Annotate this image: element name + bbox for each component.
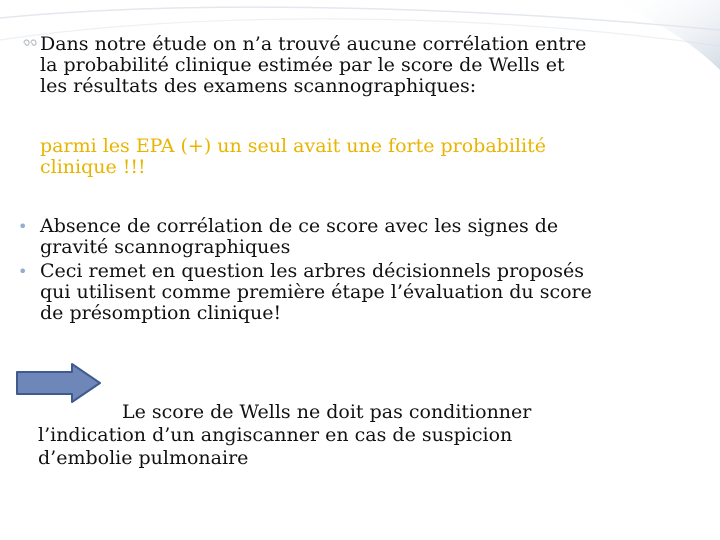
conclusion-line-3: d’embolie pulmonaire	[38, 447, 249, 469]
bullet-dot-icon: •	[18, 217, 28, 236]
highlight-line-1: parmi les EPA (+) un seul avait une forte probabilité	[40, 135, 546, 157]
bullet-2-line-2: qui utilisent comme première étape l’évaluation du score	[40, 281, 592, 303]
bullet-1-line-2: gravité scannographiques	[40, 236, 291, 258]
bullet-2-line-1: Ceci remet en question les arbres décisionnels proposés	[40, 260, 584, 282]
highlight-line-2: clinique !!!	[40, 156, 146, 178]
conclusion-line-1: Le score de Wells ne doit pas conditionner	[122, 401, 532, 423]
swirl-bullet-icon	[22, 37, 40, 49]
intro-line-3: les résultats des examens scannographiques:	[40, 75, 477, 97]
bullet-list	[18, 216, 708, 327]
right-arrow-icon	[14, 362, 104, 404]
intro-line-2: la probabilité clinique estimée par le score de Wells et	[40, 54, 565, 76]
bullet-dot-icon: •	[18, 262, 28, 281]
conclusion-line-2: l’indication d’un angiscanner en cas de suspicion	[38, 424, 513, 446]
bullet-item	[18, 261, 708, 324]
bullet-1-line-1: Absence de corrélation de ce score avec les signes de	[40, 215, 559, 237]
highlight-paragraph	[28, 136, 668, 178]
bullet-2-line-3: de présomption clinique!	[40, 302, 282, 324]
conclusion-paragraph	[38, 401, 638, 470]
intro-paragraph	[40, 34, 700, 97]
bullet-item	[18, 216, 708, 258]
intro-line-1: Dans notre étude on n’a trouvé aucune corrélation entre	[40, 33, 587, 55]
